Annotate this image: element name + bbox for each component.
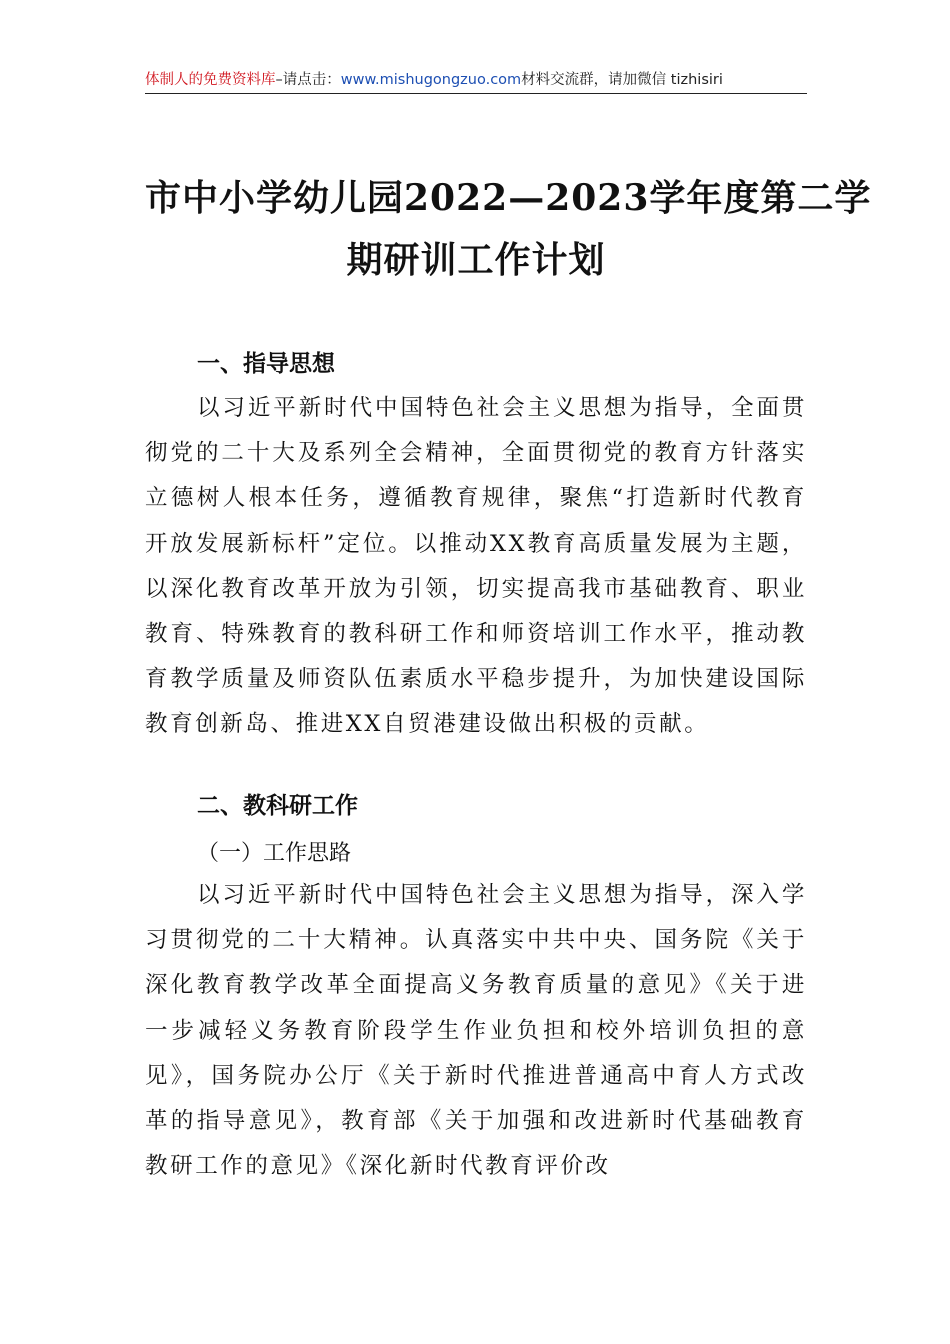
header-link[interactable]: www.mishugongzuo.com [340, 72, 522, 88]
section-2-heading: 二、教科研工作 [197, 793, 358, 819]
page-header [145, 68, 807, 94]
header-brand: 体制人的免费资料库 [145, 72, 276, 88]
document-title-line-1: 市中小学幼儿园2022—2023学年度第二学 [145, 177, 872, 219]
section-2-paragraph: 以习近平新时代中国特色社会主义思想为指导，深入学习贯彻党的二十大精神。认真落实中共中央、国务院《关于深化教育教学改革全面提高义务教育质量的意见》《关于进一步减轻义务教育阶段学生作业负担和校外培训负担的意见》，国务院办公厅《关于新时代推进普通高中育人方式改革的指导意见》，教育部《关于加强和改进新时代基础教育教研工作的意见》《深化新时代教育评价改 [145, 882, 807, 1180]
section-1-heading: 一、指导思想 [197, 351, 335, 377]
section-1-paragraph: 以习近平新时代中国特色社会主义思想为指导，全面贯彻党的二十大及系列全会精神，全面贯彻党的教育方针落实立德树人根本任务，遵循教育规律，聚焦“打造新时代教育开放发展新标杆”定位。以推动XX教育高质量发展为主题，以深化教育改革开放为引领，切实提高我市基础教育、职业教育、特殊教育的教科研工作和师资培训工作水平，推动教育教学质量及师资队伍素质水平稳步提升，为加快建设国际教育创新岛、推进XX自贸港建设做出积极的贡献。 [145, 395, 807, 738]
section-2-subheading: （一）工作思路 [197, 841, 352, 866]
header-click-prompt: –请点击： [275, 72, 341, 88]
header-contact: 材料交流群，请加微信 tizhisiri [521, 72, 723, 88]
document-title-line-2: 期研训工作计划 [346, 239, 606, 281]
